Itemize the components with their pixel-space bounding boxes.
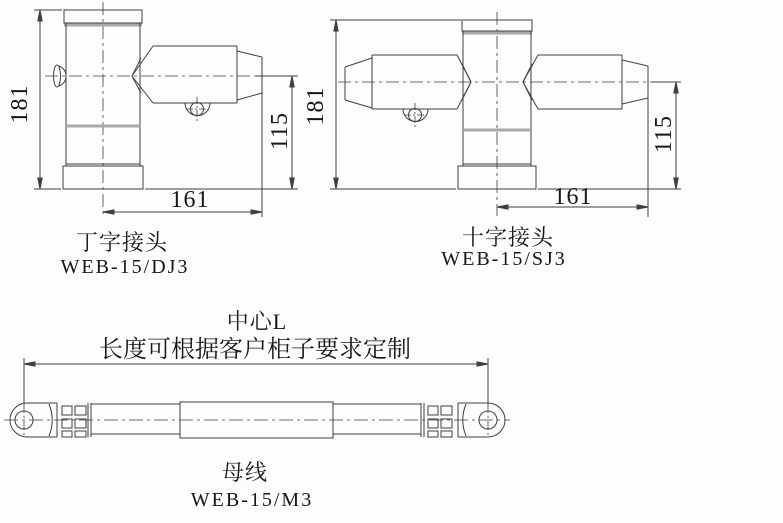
cross-joint-side-height-dim-label: 115 (651, 114, 677, 154)
t-joint-title: 丁字接头 (75, 230, 169, 255)
cross-joint-title: 十字接头 (461, 225, 555, 250)
busbar-length-note: 长度可根据客户柜子要求定制 (99, 337, 411, 363)
cross-joint-width-dim-label: 161 (553, 184, 593, 210)
cross-joint-height-dim-label: 181 (303, 86, 329, 126)
busbar-drawing (4, 358, 510, 438)
t-joint-side-height-dim-label: 115 (267, 111, 293, 151)
busbar-title: 母线 (221, 460, 269, 485)
t-joint-drawing (34, 2, 298, 217)
busbar-center-length-label: 中心L (226, 309, 288, 334)
t-joint-model: WEB-15/DJ3 (60, 256, 190, 278)
cross-joint-drawing (330, 12, 681, 217)
t-joint-height-dim-label: 181 (7, 84, 33, 124)
t-joint-width-dim-label: 161 (170, 187, 210, 213)
busbar-model: WEB-15/M3 (190, 489, 314, 511)
cross-joint-model: WEB-15/SJ3 (441, 248, 567, 270)
